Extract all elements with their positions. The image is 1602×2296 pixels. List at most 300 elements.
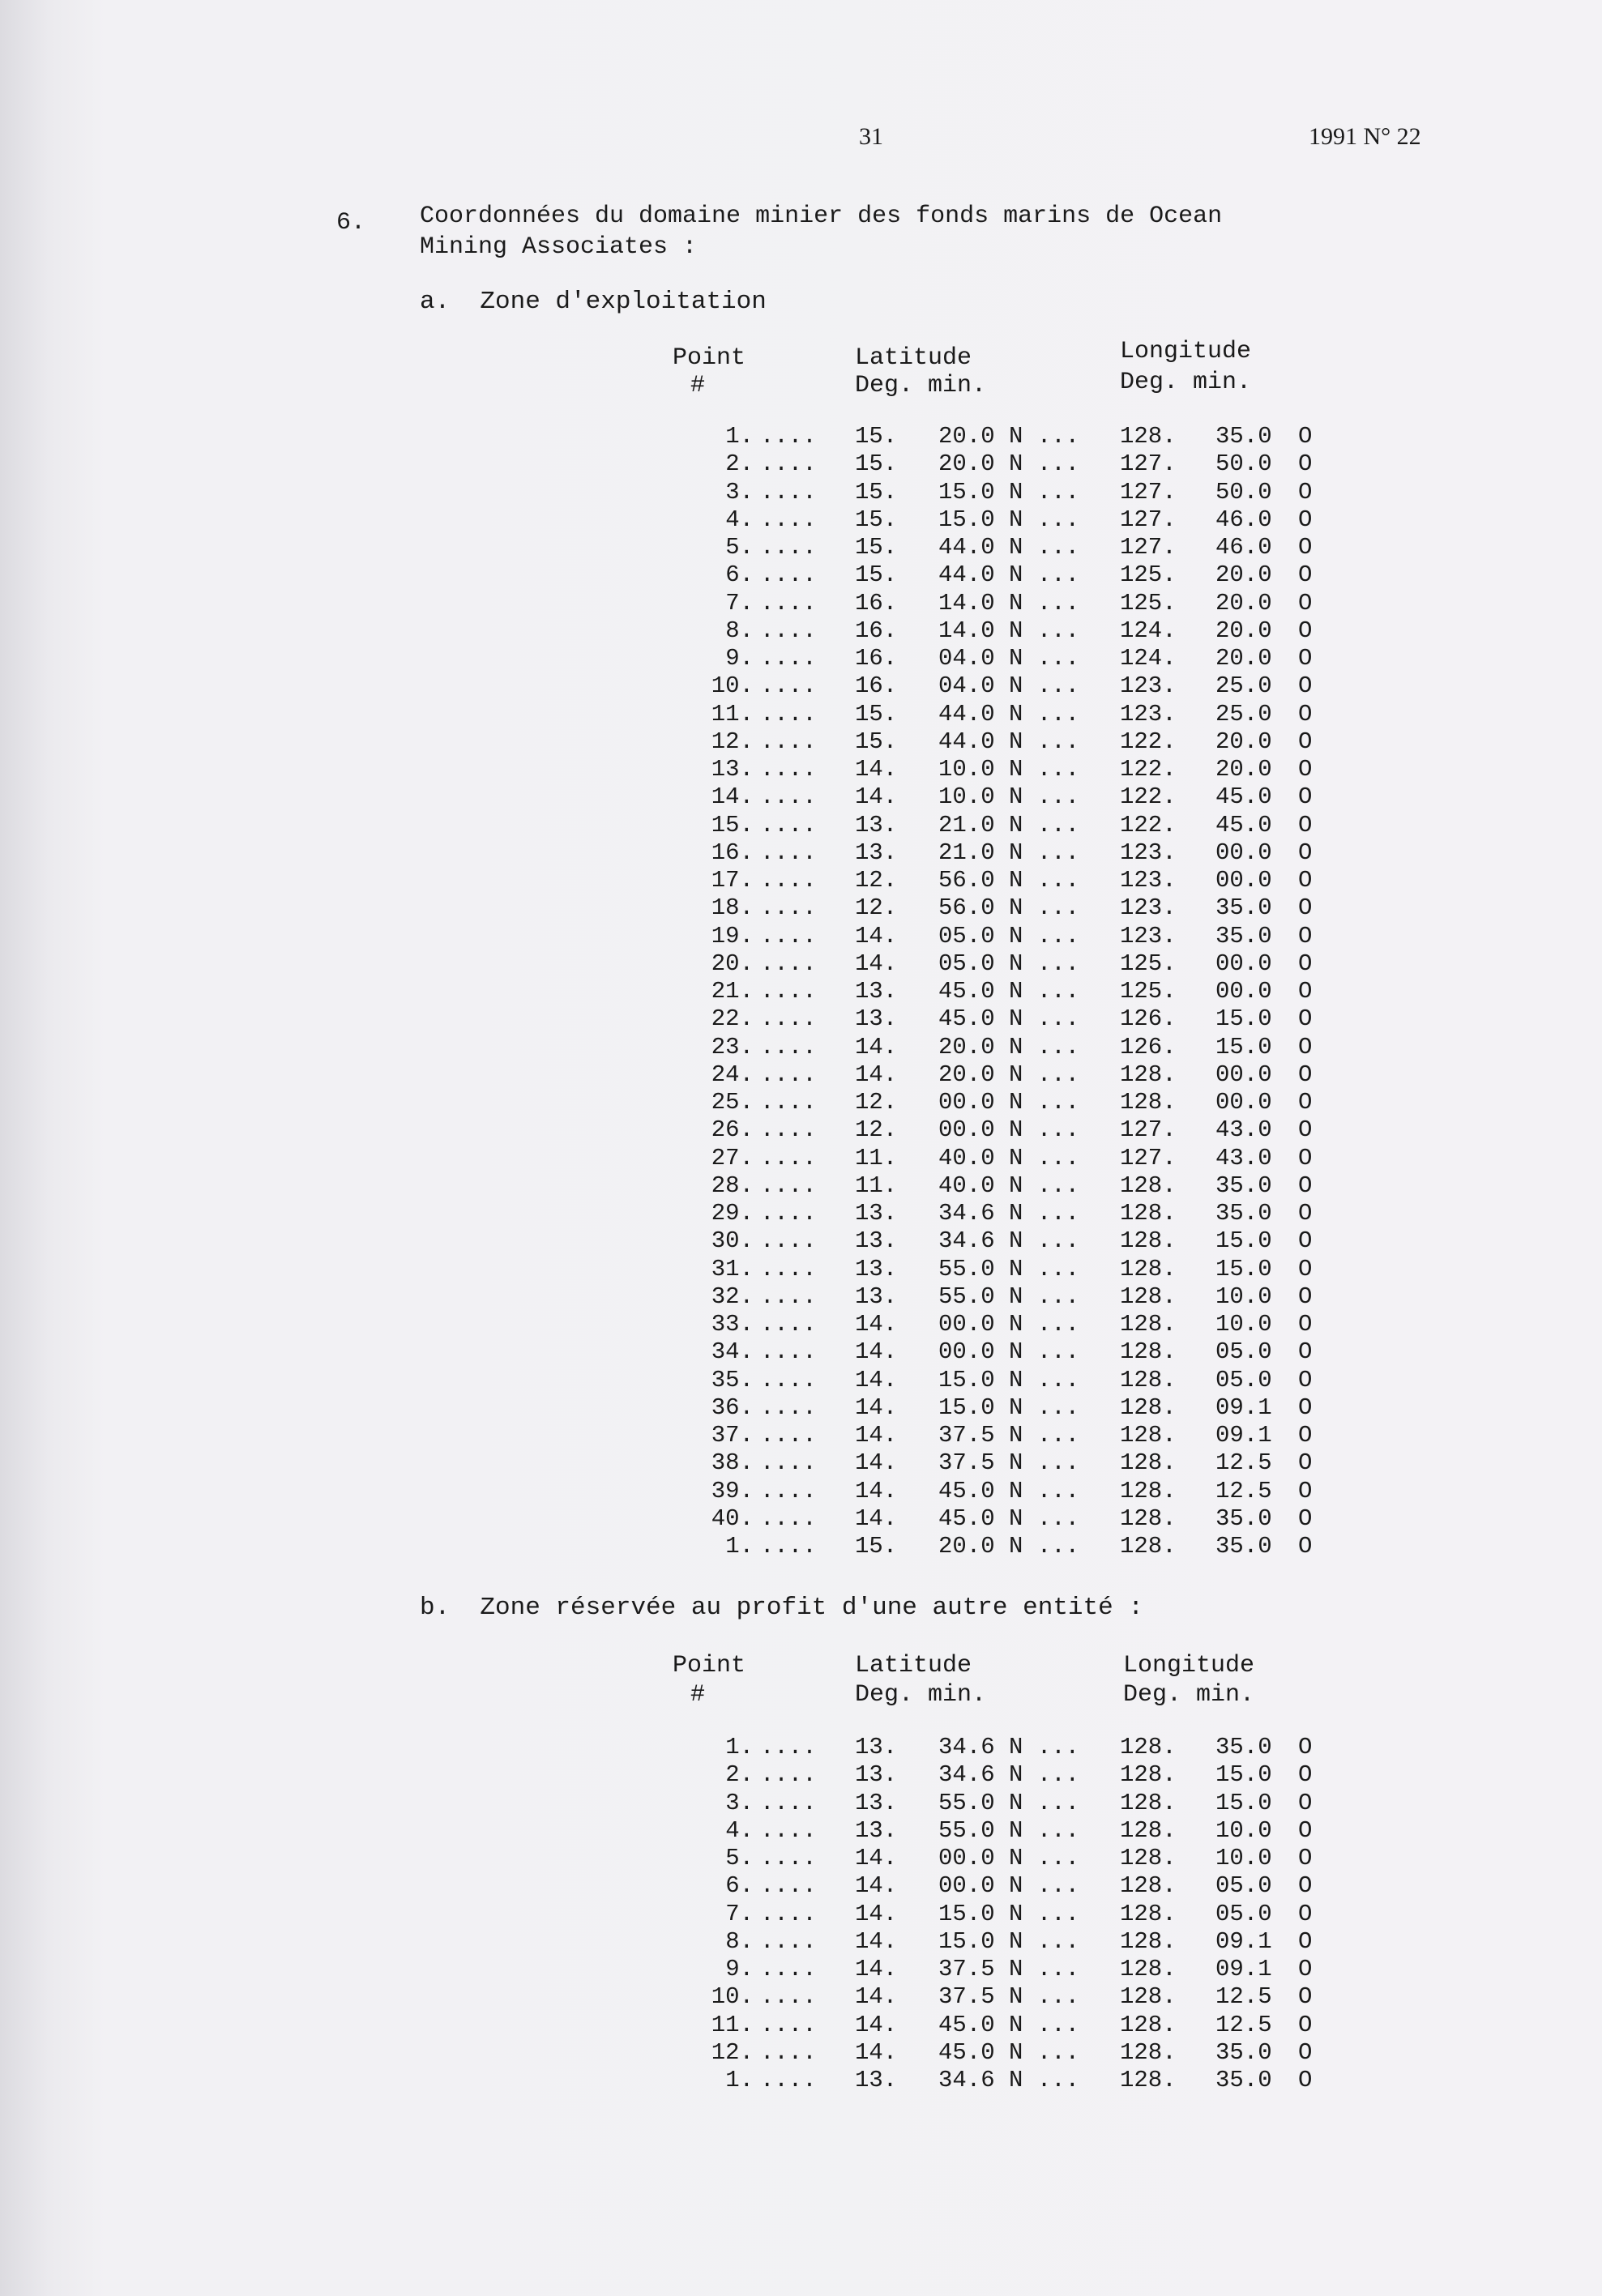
- latitude-minutes: 00.0 N ...: [938, 1872, 1080, 1900]
- leader-dots: ....: [760, 1816, 817, 1844]
- zone-b-longitude-sub: Deg. min.: [1123, 1681, 1255, 1709]
- longitude-direction: O: [1298, 2011, 1313, 2038]
- longitude-minutes: 35.0: [1215, 922, 1272, 950]
- longitude-degrees: 128.: [1120, 1734, 1177, 1760]
- leader-dots: ....: [760, 1422, 817, 1449]
- leader-dots: ....: [760, 1927, 817, 1955]
- point-number: 12.: [711, 2038, 754, 2066]
- leader-dots: ....: [760, 1393, 817, 1421]
- longitude-direction: O: [1298, 1504, 1313, 1532]
- latitude-minutes: 34.6 N ...: [938, 1761, 1080, 1789]
- latitude-minutes: 45.0 N ...: [938, 1005, 1080, 1033]
- longitude-minutes: 20.0: [1215, 728, 1272, 755]
- longitude-direction: O: [1298, 2067, 1313, 2093]
- longitude-degrees: 124.: [1120, 617, 1177, 644]
- longitude-degrees: 128.: [1120, 1504, 1177, 1532]
- latitude-degrees: 14.: [855, 950, 898, 977]
- leader-dots: ....: [760, 1504, 817, 1532]
- zone-a-latitude-sub: Deg. min.: [855, 372, 987, 399]
- latitude-degrees: 13.: [855, 811, 898, 839]
- longitude-minutes: 12.5: [1215, 1449, 1272, 1477]
- longitude-degrees: 128.: [1120, 1338, 1177, 1366]
- point-number: 35.: [711, 1366, 754, 1393]
- point-number: 36.: [711, 1393, 754, 1421]
- leader-dots: ....: [760, 617, 817, 644]
- longitude-minutes: 09.1: [1215, 1393, 1272, 1421]
- latitude-minutes: 55.0 N ...: [938, 1255, 1080, 1282]
- longitude-direction: O: [1298, 1116, 1313, 1144]
- latitude-degrees: 14.: [855, 756, 898, 783]
- latitude-minutes: 37.5 N ...: [938, 1983, 1080, 2011]
- latitude-degrees: 15.: [855, 423, 898, 450]
- longitude-degrees: 122.: [1120, 756, 1177, 783]
- leader-dots: ....: [760, 1477, 817, 1504]
- longitude-degrees: 128.: [1120, 1171, 1177, 1199]
- page-number: 31: [859, 123, 883, 150]
- leader-dots: ....: [760, 1983, 817, 2011]
- longitude-minutes: 50.0: [1215, 450, 1272, 478]
- point-number: 26.: [711, 1116, 754, 1144]
- longitude-degrees: 128.: [1120, 1227, 1177, 1255]
- longitude-minutes: 15.0: [1215, 1789, 1272, 1816]
- longitude-minutes: 05.0: [1215, 1366, 1272, 1393]
- longitude-minutes: 35.0: [1215, 1734, 1272, 1760]
- longitude-minutes: 10.0: [1215, 1282, 1272, 1310]
- latitude-degrees: 14.: [855, 1422, 898, 1449]
- point-number: 23.: [711, 1033, 754, 1061]
- longitude-degrees: 127.: [1120, 506, 1177, 533]
- leader-dots: ....: [760, 1449, 817, 1477]
- latitude-degrees: 13.: [855, 1816, 898, 1844]
- longitude-degrees: 128.: [1120, 1200, 1177, 1227]
- leader-dots: ....: [760, 1734, 817, 1760]
- longitude-degrees: 128.: [1120, 1927, 1177, 1955]
- point-number: 28.: [711, 1171, 754, 1199]
- latitude-degrees: 16.: [855, 672, 898, 700]
- longitude-direction: O: [1298, 1393, 1313, 1421]
- latitude-degrees: 15.: [855, 728, 898, 755]
- point-number: 3.: [725, 478, 754, 506]
- section-number: 6.: [336, 209, 366, 237]
- latitude-degrees: 14.: [855, 1477, 898, 1504]
- longitude-direction: O: [1298, 423, 1313, 450]
- longitude-direction: O: [1298, 950, 1313, 977]
- latitude-minutes: 21.0 N ...: [938, 811, 1080, 839]
- longitude-direction: O: [1298, 534, 1313, 561]
- leader-dots: ....: [760, 1116, 817, 1144]
- longitude-minutes: 15.0: [1215, 1005, 1272, 1033]
- longitude-direction: O: [1298, 867, 1313, 894]
- longitude-degrees: 126.: [1120, 1033, 1177, 1061]
- zone-a-point-sub: #: [690, 372, 706, 399]
- longitude-degrees: 128.: [1120, 1789, 1177, 1816]
- point-number: 13.: [711, 756, 754, 783]
- latitude-minutes: 15.0 N ...: [938, 1900, 1080, 1927]
- longitude-direction: O: [1298, 922, 1313, 950]
- latitude-degrees: 14.: [855, 922, 898, 950]
- zone-a-latitude-header: Latitude: [855, 344, 972, 372]
- latitude-minutes: 37.5 N ...: [938, 1956, 1080, 1982]
- latitude-minutes: 34.6 N ...: [938, 1200, 1080, 1227]
- latitude-minutes: 44.0 N ...: [938, 700, 1080, 728]
- point-number: 11.: [711, 700, 754, 728]
- latitude-degrees: 14.: [855, 1449, 898, 1477]
- longitude-degrees: 128.: [1120, 1872, 1177, 1900]
- leader-dots: ....: [760, 783, 817, 811]
- zone-b-latitude-sub: Deg. min.: [855, 1681, 987, 1709]
- longitude-degrees: 122.: [1120, 811, 1177, 839]
- latitude-degrees: 15.: [855, 534, 898, 561]
- longitude-degrees: 122.: [1120, 728, 1177, 755]
- longitude-direction: O: [1298, 1956, 1313, 1982]
- latitude-degrees: 14.: [855, 1061, 898, 1088]
- longitude-degrees: 127.: [1120, 1116, 1177, 1144]
- leader-dots: ....: [760, 1872, 817, 1900]
- latitude-minutes: 14.0 N ...: [938, 589, 1080, 617]
- latitude-degrees: 14.: [855, 1983, 898, 2011]
- latitude-minutes: 56.0 N ...: [938, 867, 1080, 894]
- longitude-direction: O: [1298, 645, 1313, 672]
- latitude-degrees: 13.: [855, 2067, 898, 2093]
- longitude-direction: O: [1298, 561, 1313, 589]
- latitude-minutes: 00.0 N ...: [938, 1311, 1080, 1338]
- point-number: 16.: [711, 839, 754, 866]
- latitude-degrees: 15.: [855, 450, 898, 478]
- latitude-minutes: 15.0 N ...: [938, 506, 1080, 533]
- leader-dots: ....: [760, 2011, 817, 2038]
- zone-b-title: b. Zone réservée au profit d'une autre entité :: [420, 1594, 1143, 1622]
- latitude-degrees: 14.: [855, 1033, 898, 1061]
- leader-dots: ....: [760, 1171, 817, 1199]
- latitude-minutes: 55.0 N ...: [938, 1816, 1080, 1844]
- leader-dots: ....: [760, 1227, 817, 1255]
- leader-dots: ....: [760, 1366, 817, 1393]
- longitude-minutes: 20.0: [1215, 561, 1272, 589]
- latitude-minutes: 40.0 N ...: [938, 1144, 1080, 1171]
- longitude-minutes: 00.0: [1215, 1089, 1272, 1116]
- longitude-direction: O: [1298, 1761, 1313, 1789]
- point-number: 2.: [725, 1761, 754, 1789]
- longitude-minutes: 15.0: [1215, 1227, 1272, 1255]
- longitude-direction: O: [1298, 700, 1313, 728]
- latitude-degrees: 12.: [855, 894, 898, 922]
- longitude-direction: O: [1298, 506, 1313, 533]
- longitude-direction: O: [1298, 1227, 1313, 1255]
- latitude-minutes: 45.0 N ...: [938, 2011, 1080, 2038]
- longitude-degrees: 123.: [1120, 700, 1177, 728]
- latitude-minutes: 21.0 N ...: [938, 839, 1080, 866]
- point-number: 5.: [725, 534, 754, 561]
- latitude-degrees: 13.: [855, 978, 898, 1005]
- zone-a-longitude-sub: Deg. min.: [1120, 369, 1252, 396]
- latitude-minutes: 45.0 N ...: [938, 1504, 1080, 1532]
- longitude-degrees: 128.: [1120, 1061, 1177, 1088]
- point-number: 18.: [711, 894, 754, 922]
- leader-dots: ....: [760, 811, 817, 839]
- longitude-direction: O: [1298, 1338, 1313, 1366]
- longitude-direction: O: [1298, 589, 1313, 617]
- point-number: 19.: [711, 922, 754, 950]
- longitude-minutes: 43.0: [1215, 1116, 1272, 1144]
- longitude-minutes: 45.0: [1215, 811, 1272, 839]
- point-number: 29.: [711, 1200, 754, 1227]
- longitude-minutes: 05.0: [1215, 1338, 1272, 1366]
- leader-dots: ....: [760, 1761, 817, 1789]
- latitude-degrees: 15.: [855, 561, 898, 589]
- longitude-degrees: 128.: [1120, 1089, 1177, 1116]
- point-number: 9.: [725, 1956, 754, 1982]
- latitude-minutes: 56.0 N ...: [938, 894, 1080, 922]
- zone-a-longitude-header: Longitude: [1120, 338, 1252, 365]
- longitude-direction: O: [1298, 756, 1313, 783]
- longitude-direction: O: [1298, 2038, 1313, 2066]
- longitude-direction: O: [1298, 1422, 1313, 1449]
- point-number: 27.: [711, 1144, 754, 1171]
- leader-dots: ....: [760, 1900, 817, 1927]
- point-number: 7.: [725, 589, 754, 617]
- latitude-minutes: 20.0 N ...: [938, 450, 1080, 478]
- leader-dots: ....: [760, 978, 817, 1005]
- document-reference: 1991 N° 22: [1309, 123, 1421, 150]
- leader-dots: ....: [760, 700, 817, 728]
- latitude-minutes: 55.0 N ...: [938, 1282, 1080, 1310]
- point-number: 1.: [725, 2067, 754, 2093]
- longitude-minutes: 20.0: [1215, 617, 1272, 644]
- point-number: 1.: [725, 1533, 754, 1560]
- latitude-minutes: 20.0 N ...: [938, 1033, 1080, 1061]
- longitude-minutes: 20.0: [1215, 589, 1272, 617]
- longitude-degrees: 128.: [1120, 2038, 1177, 2066]
- latitude-degrees: 13.: [855, 1734, 898, 1760]
- latitude-degrees: 13.: [855, 1227, 898, 1255]
- latitude-minutes: 05.0 N ...: [938, 950, 1080, 977]
- point-number: 14.: [711, 783, 754, 811]
- leader-dots: ....: [760, 839, 817, 866]
- point-number: 2.: [725, 450, 754, 478]
- latitude-minutes: 44.0 N ...: [938, 534, 1080, 561]
- longitude-minutes: 35.0: [1215, 1171, 1272, 1199]
- longitude-minutes: 35.0: [1215, 1504, 1272, 1532]
- longitude-minutes: 00.0: [1215, 978, 1272, 1005]
- longitude-minutes: 35.0: [1215, 2067, 1272, 2093]
- longitude-direction: O: [1298, 1033, 1313, 1061]
- longitude-direction: O: [1298, 1816, 1313, 1844]
- point-number: 9.: [725, 645, 754, 672]
- longitude-minutes: 12.5: [1215, 2011, 1272, 2038]
- leader-dots: ....: [760, 1956, 817, 1982]
- leader-dots: ....: [760, 672, 817, 700]
- latitude-minutes: 00.0 N ...: [938, 1116, 1080, 1144]
- latitude-minutes: 00.0 N ...: [938, 1338, 1080, 1366]
- leader-dots: ....: [760, 894, 817, 922]
- leader-dots: ....: [760, 1005, 817, 1033]
- longitude-direction: O: [1298, 1845, 1313, 1871]
- point-number: 31.: [711, 1255, 754, 1282]
- longitude-degrees: 123.: [1120, 672, 1177, 700]
- latitude-minutes: 34.6 N ...: [938, 2067, 1080, 2093]
- longitude-minutes: 35.0: [1215, 894, 1272, 922]
- longitude-direction: O: [1298, 1005, 1313, 1033]
- latitude-degrees: 14.: [855, 1366, 898, 1393]
- latitude-minutes: 15.0 N ...: [938, 1366, 1080, 1393]
- longitude-direction: O: [1298, 1983, 1313, 2011]
- point-number: 6.: [725, 561, 754, 589]
- longitude-minutes: 10.0: [1215, 1816, 1272, 1844]
- leader-dots: ....: [760, 1789, 817, 1816]
- latitude-degrees: 16.: [855, 645, 898, 672]
- longitude-degrees: 124.: [1120, 645, 1177, 672]
- leader-dots: ....: [760, 589, 817, 617]
- latitude-degrees: 14.: [855, 1338, 898, 1366]
- latitude-minutes: 44.0 N ...: [938, 728, 1080, 755]
- point-number: 34.: [711, 1338, 754, 1366]
- latitude-minutes: 20.0 N ...: [938, 1061, 1080, 1088]
- latitude-minutes: 55.0 N ...: [938, 1789, 1080, 1816]
- longitude-direction: O: [1298, 1282, 1313, 1310]
- longitude-minutes: 25.0: [1215, 672, 1272, 700]
- point-number: 1.: [725, 423, 754, 450]
- latitude-minutes: 05.0 N ...: [938, 922, 1080, 950]
- longitude-degrees: 128.: [1120, 1845, 1177, 1871]
- section-title-line1: Coordonnées du domaine minier des fonds marins de Ocean: [420, 203, 1223, 230]
- latitude-minutes: 00.0 N ...: [938, 1845, 1080, 1871]
- latitude-degrees: 15.: [855, 478, 898, 506]
- latitude-degrees: 12.: [855, 1116, 898, 1144]
- point-number: 8.: [725, 617, 754, 644]
- latitude-degrees: 12.: [855, 1089, 898, 1116]
- latitude-degrees: 14.: [855, 1927, 898, 1955]
- latitude-degrees: 13.: [855, 1200, 898, 1227]
- latitude-degrees: 13.: [855, 1761, 898, 1789]
- latitude-minutes: 10.0 N ...: [938, 756, 1080, 783]
- point-number: 4.: [725, 506, 754, 533]
- longitude-degrees: 126.: [1120, 1005, 1177, 1033]
- longitude-direction: O: [1298, 1872, 1313, 1900]
- longitude-direction: O: [1298, 894, 1313, 922]
- longitude-degrees: 127.: [1120, 534, 1177, 561]
- longitude-degrees: 128.: [1120, 2011, 1177, 2038]
- longitude-direction: O: [1298, 478, 1313, 506]
- longitude-minutes: 25.0: [1215, 700, 1272, 728]
- longitude-degrees: 128.: [1120, 1956, 1177, 1982]
- longitude-degrees: 125.: [1120, 978, 1177, 1005]
- latitude-degrees: 11.: [855, 1171, 898, 1199]
- longitude-degrees: 128.: [1120, 1533, 1177, 1560]
- leader-dots: ....: [760, 756, 817, 783]
- point-number: 25.: [711, 1089, 754, 1116]
- longitude-direction: O: [1298, 1449, 1313, 1477]
- latitude-degrees: 15.: [855, 700, 898, 728]
- longitude-direction: O: [1298, 1366, 1313, 1393]
- leader-dots: ....: [760, 645, 817, 672]
- longitude-minutes: 20.0: [1215, 756, 1272, 783]
- latitude-minutes: 34.6 N ...: [938, 1734, 1080, 1760]
- longitude-direction: O: [1298, 1533, 1313, 1560]
- latitude-minutes: 45.0 N ...: [938, 978, 1080, 1005]
- latitude-degrees: 14.: [855, 2011, 898, 2038]
- point-number: 12.: [711, 728, 754, 755]
- latitude-degrees: 14.: [855, 2038, 898, 2066]
- longitude-minutes: 09.1: [1215, 1422, 1272, 1449]
- longitude-degrees: 128.: [1120, 1983, 1177, 2011]
- latitude-degrees: 14.: [855, 1311, 898, 1338]
- longitude-degrees: 123.: [1120, 894, 1177, 922]
- leader-dots: ....: [760, 450, 817, 478]
- longitude-degrees: 123.: [1120, 867, 1177, 894]
- point-number: 1.: [725, 1734, 754, 1760]
- latitude-degrees: 16.: [855, 589, 898, 617]
- longitude-direction: O: [1298, 1171, 1313, 1199]
- point-number: 17.: [711, 867, 754, 894]
- latitude-minutes: 15.0 N ...: [938, 478, 1080, 506]
- point-number: 38.: [711, 1449, 754, 1477]
- latitude-degrees: 13.: [855, 1789, 898, 1816]
- latitude-degrees: 12.: [855, 867, 898, 894]
- longitude-degrees: 125.: [1120, 589, 1177, 617]
- longitude-degrees: 128.: [1120, 1900, 1177, 1927]
- longitude-minutes: 00.0: [1215, 839, 1272, 866]
- point-number: 37.: [711, 1422, 754, 1449]
- longitude-degrees: 128.: [1120, 2067, 1177, 2093]
- latitude-degrees: 13.: [855, 1282, 898, 1310]
- longitude-degrees: 128.: [1120, 1366, 1177, 1393]
- longitude-minutes: 46.0: [1215, 534, 1272, 561]
- latitude-degrees: 13.: [855, 1005, 898, 1033]
- longitude-degrees: 128.: [1120, 1477, 1177, 1504]
- leader-dots: ....: [760, 506, 817, 533]
- zone-a-point-header: Point: [673, 344, 746, 372]
- point-number: 5.: [725, 1845, 754, 1871]
- latitude-minutes: 15.0 N ...: [938, 1927, 1080, 1955]
- longitude-degrees: 128.: [1120, 1255, 1177, 1282]
- longitude-direction: O: [1298, 1311, 1313, 1338]
- latitude-degrees: 14.: [855, 1872, 898, 1900]
- latitude-degrees: 13.: [855, 839, 898, 866]
- latitude-minutes: 45.0 N ...: [938, 1477, 1080, 1504]
- zone-b-point-header: Point: [673, 1652, 746, 1679]
- point-number: 15.: [711, 811, 754, 839]
- zone-a-title: a. Zone d'exploitation: [420, 288, 767, 316]
- longitude-direction: O: [1298, 1144, 1313, 1171]
- latitude-degrees: 14.: [855, 1393, 898, 1421]
- latitude-minutes: 04.0 N ...: [938, 672, 1080, 700]
- point-number: 11.: [711, 2011, 754, 2038]
- leader-dots: ....: [760, 2067, 817, 2093]
- latitude-degrees: 13.: [855, 1255, 898, 1282]
- leader-dots: ....: [760, 1033, 817, 1061]
- leader-dots: ....: [760, 950, 817, 977]
- longitude-direction: O: [1298, 617, 1313, 644]
- point-number: 3.: [725, 1789, 754, 1816]
- longitude-minutes: 15.0: [1215, 1033, 1272, 1061]
- longitude-minutes: 43.0: [1215, 1144, 1272, 1171]
- longitude-minutes: 35.0: [1215, 1533, 1272, 1560]
- longitude-minutes: 35.0: [1215, 423, 1272, 450]
- point-number: 10.: [711, 672, 754, 700]
- leader-dots: ....: [760, 922, 817, 950]
- longitude-degrees: 128.: [1120, 1282, 1177, 1310]
- longitude-degrees: 128.: [1120, 1393, 1177, 1421]
- leader-dots: ....: [760, 1255, 817, 1282]
- longitude-direction: O: [1298, 1734, 1313, 1760]
- longitude-minutes: 50.0: [1215, 478, 1272, 506]
- longitude-direction: O: [1298, 1789, 1313, 1816]
- section-title-line2: Mining Associates :: [420, 233, 698, 261]
- longitude-degrees: 127.: [1120, 1144, 1177, 1171]
- leader-dots: ....: [760, 1282, 817, 1310]
- longitude-degrees: 125.: [1120, 950, 1177, 977]
- latitude-minutes: 15.0 N ...: [938, 1393, 1080, 1421]
